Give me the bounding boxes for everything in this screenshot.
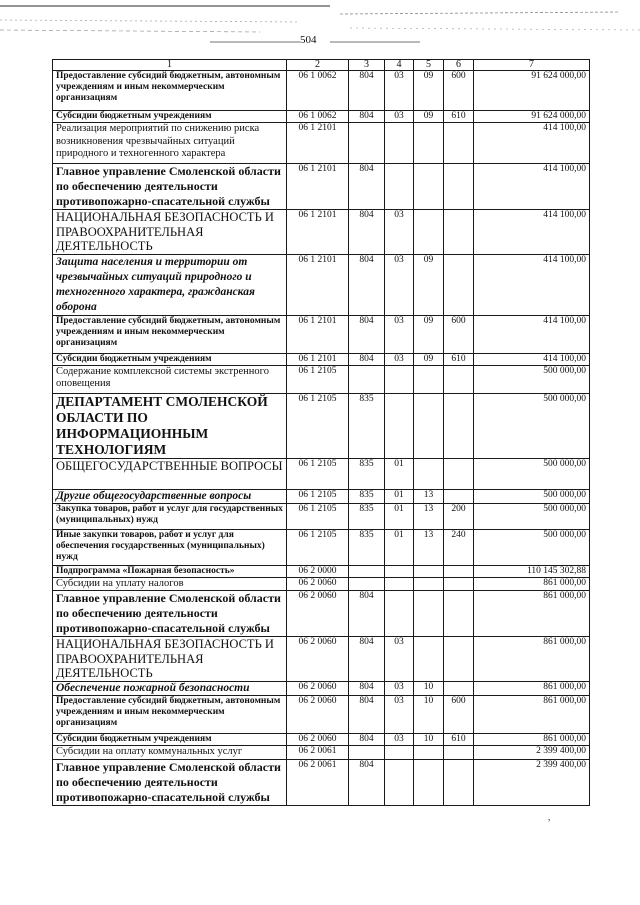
row-name-cell: Главное управление Смоленской области по обеспечению деятельности противопожарно-спасательной службы — [53, 759, 287, 805]
row-code-cell: 06 1 2101 — [287, 210, 349, 255]
row-name-cell: Предоставление субсидий бюджетным, автономным учреждениям и иным некоммерческим организациям — [53, 71, 287, 111]
row-sum-cell: 91 624 000,00 — [474, 111, 590, 123]
row-ved-cell: 835 — [349, 458, 385, 489]
table-row — [53, 353, 590, 365]
row-expense-type-cell — [444, 254, 474, 315]
table-row — [53, 71, 590, 111]
row-name-cell: Защита населения и территории от чрезвычайных ситуаций природного и техногенного характера, гражданская оборона — [53, 254, 287, 315]
header-cell: 4 — [385, 60, 414, 71]
row-name-cell: Предоставление субсидий бюджетным, автономным учреждениям и иным некоммерческим организациям — [53, 315, 287, 353]
row-code-cell: 06 1 0062 — [287, 71, 349, 111]
row-expense-type-cell — [444, 164, 474, 210]
row-name-cell: Закупка товаров, работ и услуг для государственных (муниципальных) нужд — [53, 503, 287, 529]
row-expense-type-cell — [444, 682, 474, 696]
page-number: 504 — [300, 34, 317, 46]
row-sum-cell: 414 100,00 — [474, 315, 590, 353]
row-code-cell: 06 2 0060 — [287, 591, 349, 637]
row-name-cell: Реализация мероприятий по снижению риска возникновения чрезвычайных ситуаций природного и техногенного характера — [53, 123, 287, 164]
row-sum-cell: 414 100,00 — [474, 123, 590, 164]
row-ved-cell: 804 — [349, 759, 385, 805]
row-ved-cell: 804 — [349, 591, 385, 637]
row-expense-type-cell — [444, 458, 474, 489]
row-subsection-cell: 10 — [414, 682, 444, 696]
header-cell: 1 — [53, 60, 287, 71]
row-name-cell: Субсидии бюджетным учреждениям — [53, 734, 287, 746]
row-code-cell: 06 1 2105 — [287, 393, 349, 458]
row-code-cell: 06 1 2101 — [287, 164, 349, 210]
row-sum-cell: 414 100,00 — [474, 164, 590, 210]
row-code-cell: 06 2 0000 — [287, 565, 349, 577]
row-section-cell: 03 — [385, 696, 414, 734]
row-ved-cell: 804 — [349, 682, 385, 696]
row-sum-cell: 861 000,00 — [474, 591, 590, 637]
row-section-cell: 01 — [385, 489, 414, 503]
row-section-cell: 03 — [385, 71, 414, 111]
row-sum-cell: 500 000,00 — [474, 458, 590, 489]
table-row — [53, 254, 590, 315]
row-expense-type-cell — [444, 591, 474, 637]
row-name-cell: Подпрограмма «Пожарная безопасность» — [53, 565, 287, 577]
row-name-cell: Обеспечение пожарной безопасности — [53, 682, 287, 696]
row-section-cell: 03 — [385, 210, 414, 255]
row-ved-cell — [349, 365, 385, 393]
table-row — [53, 577, 590, 591]
row-section-cell — [385, 746, 414, 760]
row-expense-type-cell — [444, 210, 474, 255]
row-expense-type-cell — [444, 365, 474, 393]
table-row — [53, 123, 590, 164]
row-ved-cell: 804 — [349, 210, 385, 255]
row-sum-cell: 500 000,00 — [474, 393, 590, 458]
row-section-cell — [385, 565, 414, 577]
row-ved-cell: 804 — [349, 254, 385, 315]
row-sum-cell: 861 000,00 — [474, 682, 590, 696]
row-section-cell: 03 — [385, 734, 414, 746]
row-ved-cell: 835 — [349, 393, 385, 458]
row-ved-cell — [349, 565, 385, 577]
row-section-cell: 03 — [385, 254, 414, 315]
row-expense-type-cell: 610 — [444, 111, 474, 123]
header-cell: 6 — [444, 60, 474, 71]
table-row — [53, 393, 590, 458]
table-row — [53, 591, 590, 637]
row-subsection-cell: 09 — [414, 111, 444, 123]
row-code-cell: 06 2 0060 — [287, 696, 349, 734]
row-sum-cell: 861 000,00 — [474, 637, 590, 682]
row-subsection-cell — [414, 393, 444, 458]
row-ved-cell: 804 — [349, 164, 385, 210]
row-section-cell: 03 — [385, 353, 414, 365]
row-expense-type-cell — [444, 577, 474, 591]
row-subsection-cell: 13 — [414, 503, 444, 529]
header-cell: 5 — [414, 60, 444, 71]
row-ved-cell — [349, 577, 385, 591]
row-ved-cell: 835 — [349, 503, 385, 529]
row-sum-cell: 414 100,00 — [474, 254, 590, 315]
row-name-cell: Субсидии бюджетным учреждениям — [53, 111, 287, 123]
row-code-cell: 06 1 2105 — [287, 365, 349, 393]
row-section-cell: 03 — [385, 315, 414, 353]
row-expense-type-cell — [444, 746, 474, 760]
row-subsection-cell — [414, 591, 444, 637]
row-name-cell: Субсидии на оплату коммунальных услуг — [53, 746, 287, 760]
row-name-cell: Субсидии бюджетным учреждениям — [53, 353, 287, 365]
row-name-cell: ОБЩЕГОСУДАРСТВЕННЫЕ ВОПРОСЫ — [53, 458, 287, 489]
row-sum-cell: 110 145 302,88 — [474, 565, 590, 577]
table-row — [53, 503, 590, 529]
row-name-cell: Содержание комплексной системы экстренного оповещения — [53, 365, 287, 393]
row-sum-cell: 414 100,00 — [474, 353, 590, 365]
row-ved-cell: 835 — [349, 529, 385, 565]
row-section-cell: 03 — [385, 637, 414, 682]
row-sum-cell: 500 000,00 — [474, 529, 590, 565]
row-expense-type-cell: 600 — [444, 315, 474, 353]
row-section-cell — [385, 759, 414, 805]
row-sum-cell: 91 624 000,00 — [474, 71, 590, 111]
row-expense-type-cell: 240 — [444, 529, 474, 565]
footer-mark: , — [548, 812, 551, 822]
budget-table — [52, 59, 590, 806]
table-row — [53, 164, 590, 210]
row-sum-cell: 2 399 400,00 — [474, 759, 590, 805]
table-row — [53, 637, 590, 682]
row-section-cell: 03 — [385, 682, 414, 696]
row-name-cell: НАЦИОНАЛЬНАЯ БЕЗОПАСНОСТЬ И ПРАВООХРАНИТЕЛЬНАЯ ДЕЯТЕЛЬНОСТЬ — [53, 210, 287, 255]
row-ved-cell: 804 — [349, 637, 385, 682]
row-ved-cell: 804 — [349, 71, 385, 111]
row-sum-cell: 500 000,00 — [474, 489, 590, 503]
table-row — [53, 565, 590, 577]
row-section-cell — [385, 577, 414, 591]
row-code-cell: 06 2 0060 — [287, 734, 349, 746]
row-expense-type-cell: 610 — [444, 734, 474, 746]
row-section-cell — [385, 393, 414, 458]
row-ved-cell — [349, 123, 385, 164]
header-cell: 3 — [349, 60, 385, 71]
row-code-cell: 06 2 0060 — [287, 637, 349, 682]
row-sum-cell: 2 399 400,00 — [474, 746, 590, 760]
row-ved-cell: 804 — [349, 111, 385, 123]
row-subsection-cell — [414, 210, 444, 255]
row-code-cell: 06 1 2105 — [287, 529, 349, 565]
table-row — [53, 458, 590, 489]
row-section-cell: 01 — [385, 529, 414, 565]
row-ved-cell: 804 — [349, 734, 385, 746]
row-subsection-cell — [414, 565, 444, 577]
row-expense-type-cell: 200 — [444, 503, 474, 529]
table-row — [53, 210, 590, 255]
row-sum-cell: 861 000,00 — [474, 696, 590, 734]
row-sum-cell: 500 000,00 — [474, 503, 590, 529]
row-name-cell: Иные закупки товаров, работ и услуг для обеспечения государственных (муниципальных) нужд — [53, 529, 287, 565]
row-expense-type-cell — [444, 393, 474, 458]
row-name-cell: Предоставление субсидий бюджетным, автономным учреждениям и иным некоммерческим организациям — [53, 696, 287, 734]
row-expense-type-cell: 610 — [444, 353, 474, 365]
row-subsection-cell: 10 — [414, 696, 444, 734]
row-name-cell: Главное управление Смоленской области по обеспечению деятельности противопожарно-спасательной службы — [53, 591, 287, 637]
row-section-cell — [385, 591, 414, 637]
row-section-cell: 03 — [385, 111, 414, 123]
row-subsection-cell: 09 — [414, 353, 444, 365]
row-section-cell — [385, 123, 414, 164]
row-section-cell: 01 — [385, 503, 414, 529]
row-code-cell: 06 2 0061 — [287, 746, 349, 760]
row-subsection-cell: 09 — [414, 71, 444, 111]
table-row — [53, 529, 590, 565]
row-section-cell — [385, 365, 414, 393]
row-subsection-cell — [414, 458, 444, 489]
table-row — [53, 734, 590, 746]
header-cell: 2 — [287, 60, 349, 71]
row-subsection-cell — [414, 759, 444, 805]
row-subsection-cell: 10 — [414, 734, 444, 746]
row-ved-cell: 804 — [349, 696, 385, 734]
row-ved-cell — [349, 746, 385, 760]
row-subsection-cell: 09 — [414, 315, 444, 353]
row-expense-type-cell — [444, 759, 474, 805]
row-code-cell: 06 2 0060 — [287, 577, 349, 591]
row-expense-type-cell — [444, 637, 474, 682]
row-expense-type-cell: 600 — [444, 696, 474, 734]
table-row — [53, 696, 590, 734]
row-section-cell — [385, 164, 414, 210]
row-subsection-cell — [414, 746, 444, 760]
row-subsection-cell: 13 — [414, 529, 444, 565]
row-ved-cell: 804 — [349, 353, 385, 365]
row-section-cell: 01 — [385, 458, 414, 489]
row-code-cell: 06 2 0061 — [287, 759, 349, 805]
header-cell: 7 — [474, 60, 590, 71]
row-sum-cell: 861 000,00 — [474, 734, 590, 746]
table-row — [53, 111, 590, 123]
row-expense-type-cell: 600 — [444, 71, 474, 111]
row-name-cell: ДЕПАРТАМЕНТ СМОЛЕНСКОЙ ОБЛАСТИ ПО ИНФОРМАЦИОННЫМ ТЕХНОЛОГИЯМ — [53, 393, 287, 458]
row-code-cell: 06 1 2105 — [287, 458, 349, 489]
table-row — [53, 315, 590, 353]
row-ved-cell: 835 — [349, 489, 385, 503]
row-code-cell: 06 1 2101 — [287, 123, 349, 164]
row-code-cell: 06 2 0060 — [287, 682, 349, 696]
row-name-cell: Другие общегосударственные вопросы — [53, 489, 287, 503]
row-ved-cell: 804 — [349, 315, 385, 353]
table-row — [53, 746, 590, 760]
table-row — [53, 682, 590, 696]
row-subsection-cell — [414, 577, 444, 591]
row-expense-type-cell — [444, 123, 474, 164]
row-code-cell: 06 1 2101 — [287, 353, 349, 365]
row-code-cell: 06 1 2105 — [287, 489, 349, 503]
row-subsection-cell — [414, 637, 444, 682]
table-row — [53, 365, 590, 393]
table-body — [53, 71, 590, 806]
scan-noise — [0, 0, 640, 60]
row-code-cell: 06 1 2101 — [287, 254, 349, 315]
table-row — [53, 489, 590, 503]
row-subsection-cell: 09 — [414, 254, 444, 315]
row-name-cell: Главное управление Смоленской области по обеспечению деятельности противопожарно-спасательной службы — [53, 164, 287, 210]
row-expense-type-cell — [444, 489, 474, 503]
row-name-cell: Субсидии на уплату налогов — [53, 577, 287, 591]
row-sum-cell: 500 000,00 — [474, 365, 590, 393]
row-sum-cell: 414 100,00 — [474, 210, 590, 255]
row-subsection-cell — [414, 365, 444, 393]
row-code-cell: 06 1 2101 — [287, 315, 349, 353]
table-row — [53, 759, 590, 805]
row-subsection-cell — [414, 164, 444, 210]
row-name-cell: НАЦИОНАЛЬНАЯ БЕЗОПАСНОСТЬ И ПРАВООХРАНИТЕЛЬНАЯ ДЕЯТЕЛЬНОСТЬ — [53, 637, 287, 682]
row-subsection-cell: 13 — [414, 489, 444, 503]
row-expense-type-cell — [444, 565, 474, 577]
row-code-cell: 06 1 2105 — [287, 503, 349, 529]
row-code-cell: 06 1 0062 — [287, 111, 349, 123]
header-row — [53, 60, 590, 71]
row-subsection-cell — [414, 123, 444, 164]
row-sum-cell: 861 000,00 — [474, 577, 590, 591]
